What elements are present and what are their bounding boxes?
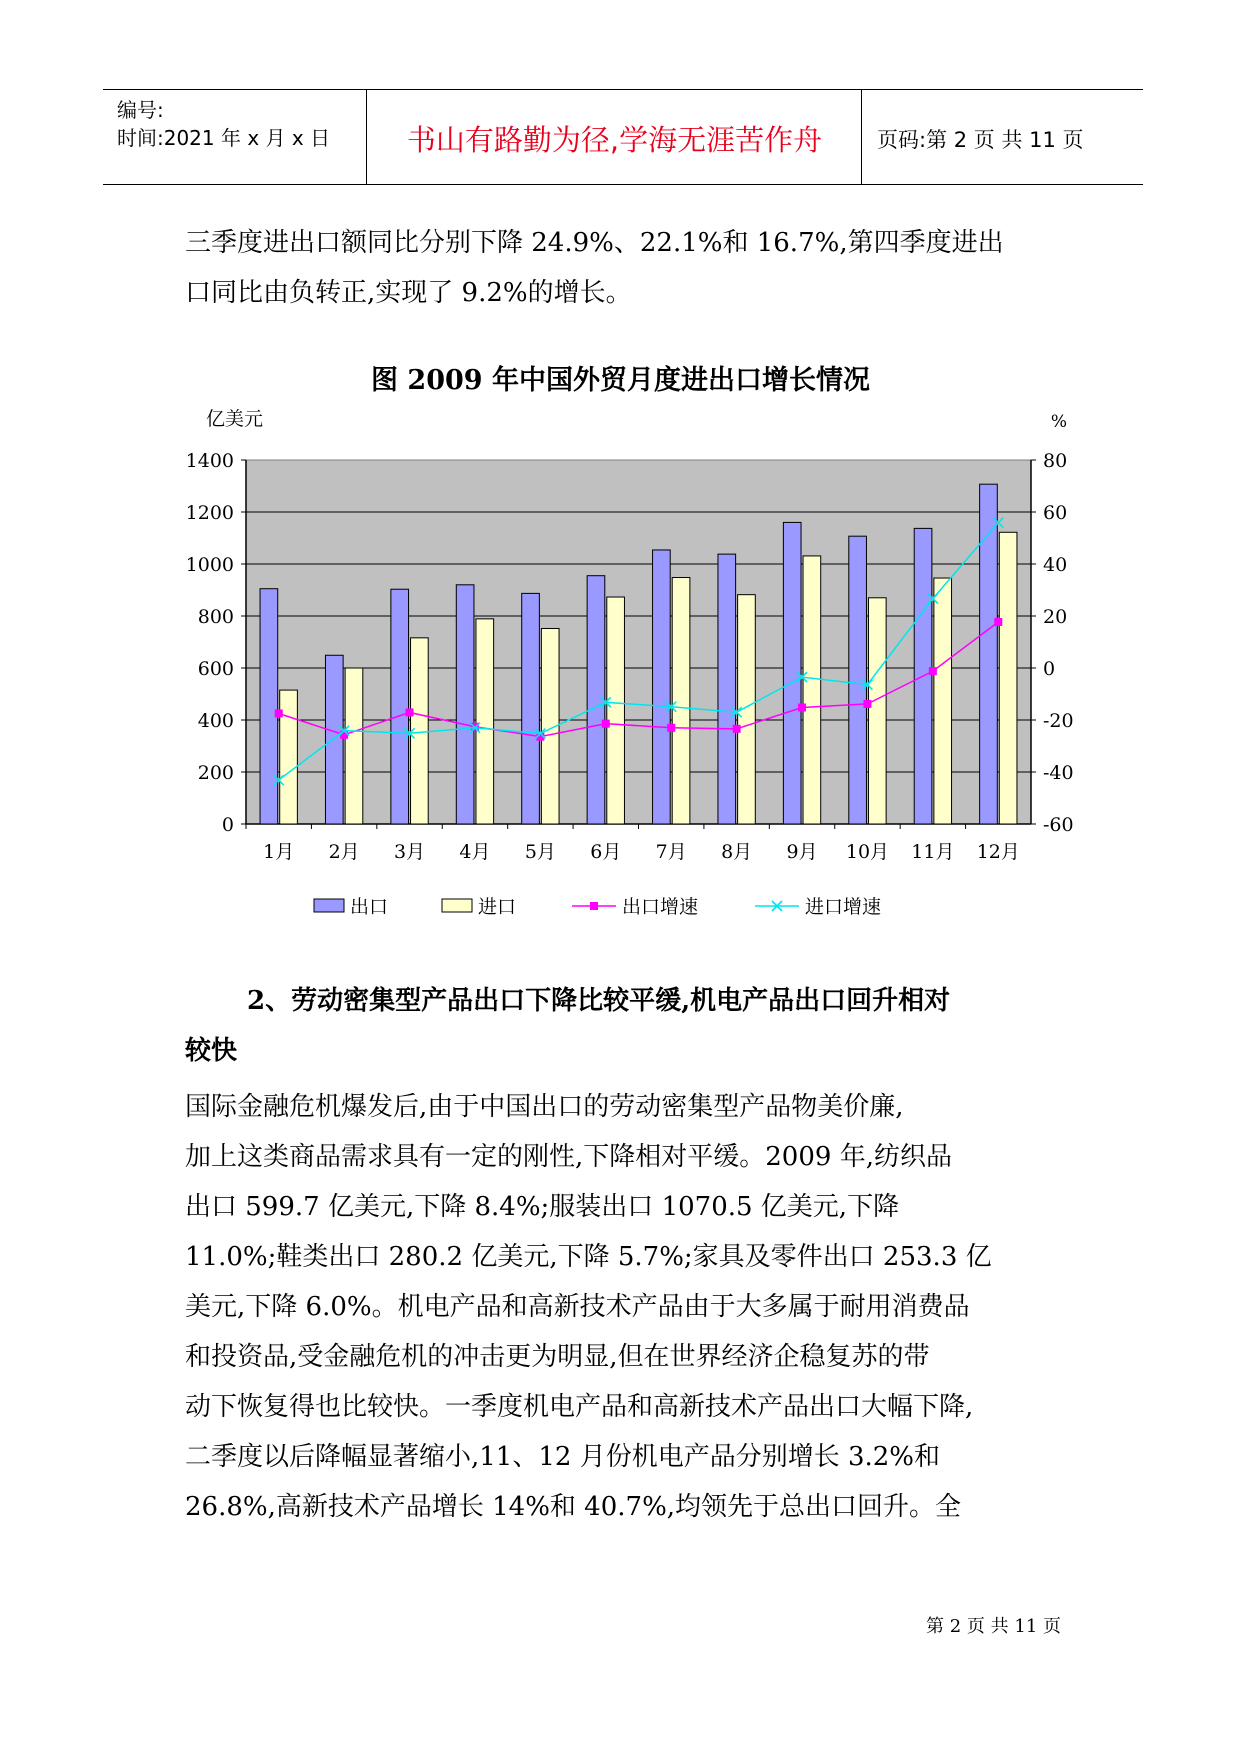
import-bar — [803, 556, 821, 824]
intro-line-2: 口同比由负转正,实现了 9.2%的增长。 — [185, 278, 632, 308]
import-bar — [476, 619, 494, 824]
export-bar — [653, 550, 671, 824]
export-growth-point — [602, 720, 610, 728]
import-bar — [345, 668, 363, 824]
y-right-tick-label: -60 — [1043, 814, 1074, 836]
import-bar — [607, 597, 625, 824]
body-line: 二季度以后降幅显著缩小,11、12 月份机电产品分别增长 3.2%和 — [185, 1442, 941, 1472]
y-left-tick-label: 1400 — [185, 450, 234, 472]
y-right-tick-label: 0 — [1043, 658, 1056, 680]
section-heading-line-2: 较快 — [185, 1036, 238, 1066]
import-bar — [411, 638, 429, 824]
export-growth-point — [275, 710, 283, 718]
y-left-tick-label: 400 — [197, 710, 234, 732]
export-bar — [718, 554, 736, 824]
body-line: 国际金融危机爆发后,由于中国出口的劳动密集型产品物美价廉, — [185, 1092, 904, 1122]
export-bar — [325, 655, 343, 824]
intro-paragraph — [185, 218, 1060, 318]
section-heading-line-1: 2、劳动密集型产品出口下降比较平缓,机电产品出口回升相对 — [247, 986, 951, 1016]
import-bar — [934, 578, 952, 824]
x-tick-label: 7月 — [655, 841, 687, 863]
x-tick-label: 3月 — [393, 841, 426, 863]
x-tick-label: 9月 — [786, 841, 818, 863]
page-footer: 第 2 页 共 11 页 — [926, 1616, 1061, 1637]
x-tick-label: 6月 — [590, 841, 622, 863]
y-right-tick-label: 20 — [1043, 606, 1068, 628]
legend-export-growth-label: 出口增速 — [622, 896, 699, 918]
export-growth-point — [406, 708, 414, 716]
legend-export-label: 出口 — [350, 896, 389, 918]
x-tick-label: 8月 — [721, 841, 753, 863]
export-growth-point — [994, 618, 1002, 626]
export-bar — [260, 589, 278, 824]
y-right-tick-label: 80 — [1043, 450, 1068, 472]
id-label: 编号: — [117, 98, 164, 122]
x-tick-label: 11月 — [911, 841, 955, 863]
import-bar — [999, 532, 1017, 824]
body-line: 加上这类商品需求具有一定的刚性,下降相对平缓。2009 年,纺织品 — [185, 1142, 952, 1172]
header-table — [103, 89, 1143, 185]
y-left-tick-label: 1200 — [185, 502, 234, 524]
x-tick-label: 4月 — [459, 841, 491, 863]
export-growth-point — [667, 724, 675, 732]
y-left-tick-label: 1000 — [185, 554, 234, 576]
x-tick-label: 5月 — [524, 841, 556, 863]
y-left-unit-label: 亿美元 — [206, 408, 264, 430]
body-line: 26.8%,高新技术产品增长 14%和 40.7%,均领先于总出口回升。全 — [185, 1492, 962, 1522]
x-tick-label: 10月 — [845, 841, 890, 863]
legend-import-growth-label: 进口增速 — [805, 896, 882, 918]
figure-title: 图 2009 年中国外贸月度进出口增长情况 — [371, 365, 870, 396]
import-bar — [672, 578, 690, 824]
legend-import-label: 进口 — [478, 896, 517, 918]
export-bar — [522, 593, 540, 824]
x-tick-label: 12月 — [976, 841, 1020, 863]
export-growth-point — [798, 704, 806, 712]
body-line: 动下恢复得也比较快。一季度机电产品和高新技术产品出口大幅下降, — [185, 1392, 974, 1422]
header-left-cell — [103, 90, 367, 184]
export-bar — [391, 589, 409, 824]
y-left-tick-label: 0 — [221, 814, 234, 836]
body-line: 和投资品,受金融危机的冲击更为明显,但在世界经济企稳复苏的带 — [185, 1342, 930, 1372]
intro-line-1: 三季度进出口额同比分别下降 24.9%、22.1%和 16.7%,第四季度进出 — [185, 228, 1004, 258]
y-left-tick-label: 800 — [197, 606, 234, 628]
import-bar — [868, 598, 886, 824]
section-heading — [185, 976, 1065, 1026]
export-growth-point — [929, 667, 937, 675]
body-line: 出口 599.7 亿美元,下降 8.4%;服装出口 1070.5 亿美元,下降 — [185, 1192, 900, 1222]
section2-paragraph — [185, 1082, 1060, 1532]
y-right-tick-label: 60 — [1043, 502, 1068, 524]
motto-text: 书山有路勤为径,学海无涯苦作舟 — [406, 123, 823, 157]
y-right-unit-label: % — [1050, 412, 1068, 432]
y-right-tick-label: -20 — [1043, 710, 1074, 732]
legend-import-swatch — [442, 899, 472, 912]
trade-growth-chart — [180, 400, 1080, 940]
time-label: 时间:2021 年 x 月 x 日 — [117, 126, 331, 150]
x-tick-label: 1月 — [263, 841, 295, 863]
y-left-tick-label: 200 — [197, 762, 234, 784]
export-growth-point — [733, 725, 741, 733]
export-bar — [456, 585, 474, 824]
header-page-label: 页码:第 2 页 共 11 页 — [877, 128, 1084, 152]
legend-export-swatch — [314, 899, 344, 912]
x-tick-label: 2月 — [328, 841, 360, 863]
legend-export-growth-marker — [590, 902, 598, 910]
header-middle-cell — [368, 90, 862, 184]
export-bar — [587, 576, 605, 824]
export-growth-point — [863, 700, 871, 708]
y-right-tick-label: -40 — [1043, 762, 1074, 784]
header-right-cell — [863, 90, 1143, 184]
y-left-tick-label: 600 — [197, 658, 234, 680]
section-heading-cont — [185, 1026, 1065, 1076]
body-line: 11.0%;鞋类出口 280.2 亿美元,下降 5.7%;家具及零件出口 253.3 亿 — [185, 1242, 992, 1272]
body-line: 美元,下降 6.0%。机电产品和高新技术产品由于大多属于耐用消费品 — [185, 1292, 970, 1322]
plot-area — [246, 460, 1031, 824]
y-right-tick-label: 40 — [1043, 554, 1068, 576]
